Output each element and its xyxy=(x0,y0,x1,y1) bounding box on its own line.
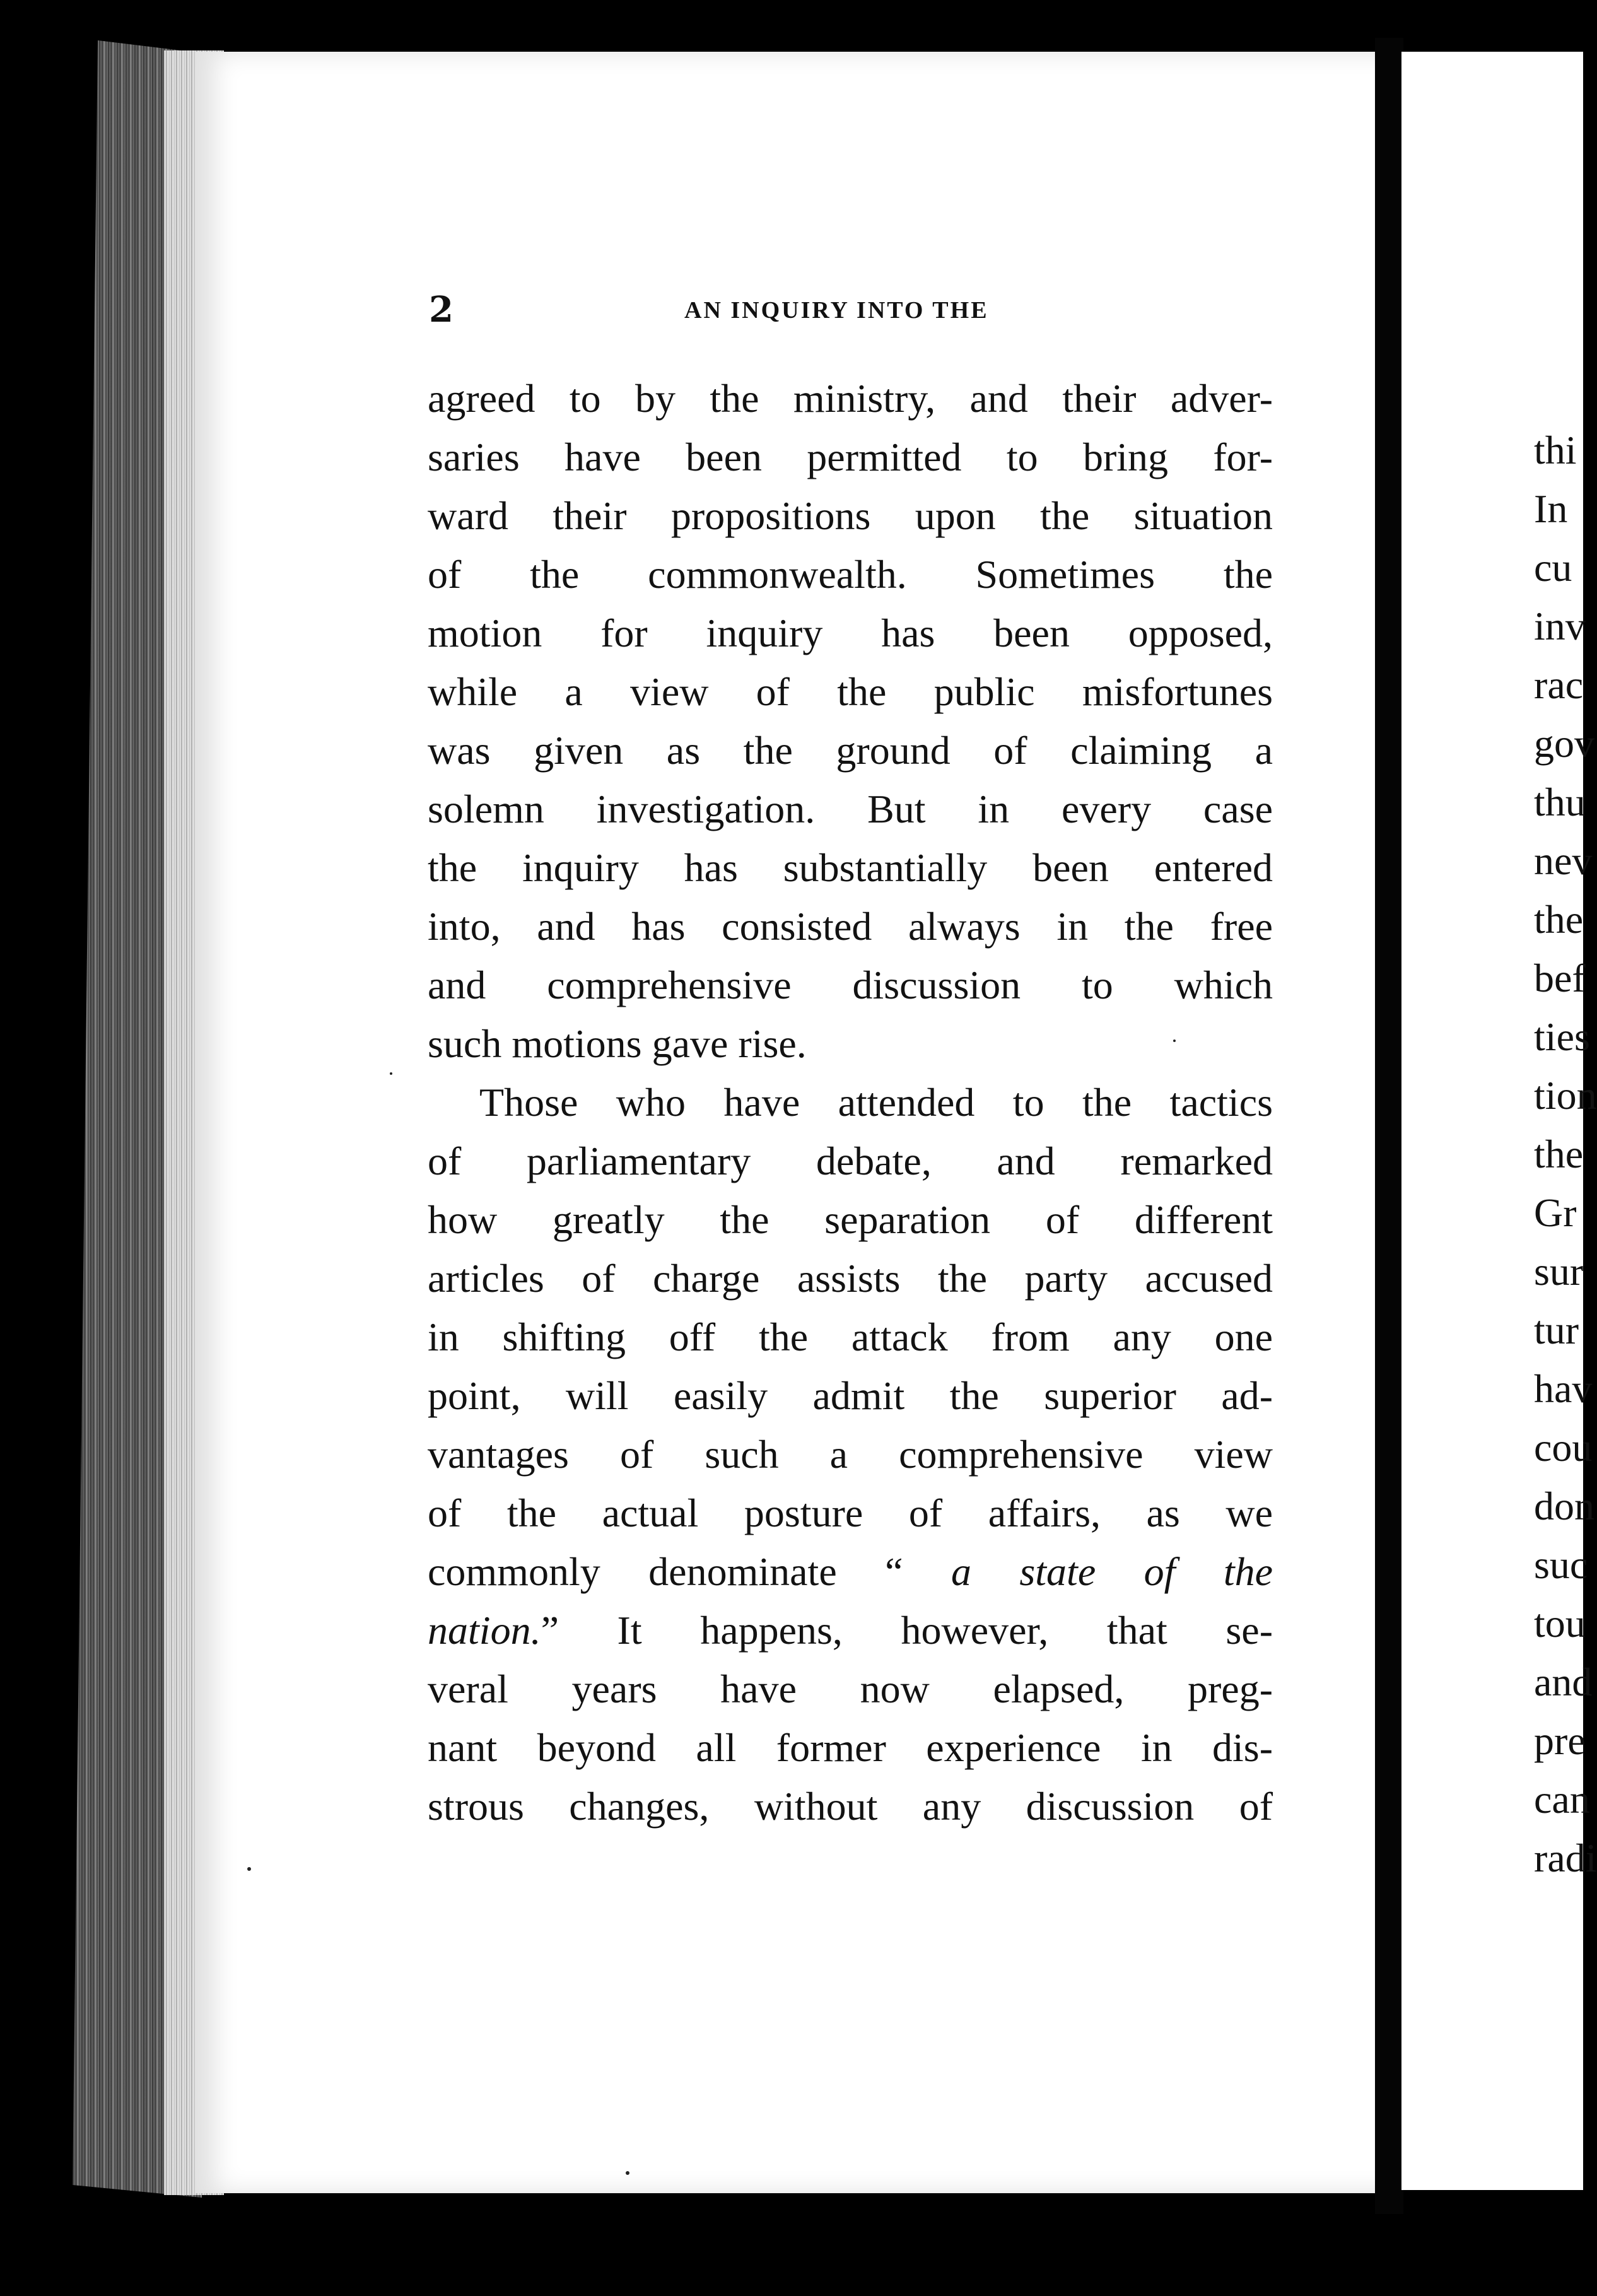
facing-page-text xyxy=(1534,421,1597,1887)
text-line: agreed to by the ministry, and their adver- xyxy=(428,376,1273,421)
facing-page-fragment: thi xyxy=(1534,428,1577,472)
facing-page-fragment: inv xyxy=(1534,604,1586,648)
facing-page-fragment: suc xyxy=(1534,1542,1588,1587)
text-line: saries have been permitted to bring for- xyxy=(428,435,1273,479)
text-line: strous changes, without any discussion of xyxy=(428,1784,1273,1829)
text-line: was given as the ground of claiming a xyxy=(428,728,1273,773)
scan-speck xyxy=(626,2171,629,2175)
text-line: motion for inquiry has been opposed, xyxy=(428,611,1273,655)
facing-page-fragment: bef xyxy=(1534,956,1586,1000)
scan-speck xyxy=(390,1072,392,1075)
text-line: of the commonwealth. Sometimes the xyxy=(428,552,1273,597)
text-line: and comprehensive discussion to which xyxy=(428,963,1273,1007)
book-gutter xyxy=(1375,38,1403,2214)
text-line: how greatly the separation of different xyxy=(428,1197,1273,1242)
facing-page-fragment: hav xyxy=(1534,1366,1593,1411)
facing-page-fragment: thu xyxy=(1534,780,1586,824)
facing-page-fragment: cou xyxy=(1534,1425,1593,1470)
text-line: into, and has consisted always in the free xyxy=(428,904,1273,949)
facing-page-fragment: nev xyxy=(1534,838,1593,883)
facing-page-fragment: In xyxy=(1534,486,1568,531)
facing-page-fragment: the xyxy=(1534,897,1584,942)
facing-page-fragment: tion xyxy=(1534,1073,1597,1118)
text-segment: ” It happens, however, that se- xyxy=(541,1608,1273,1653)
text-segment: commonly denominate “ xyxy=(428,1549,951,1594)
facing-page-fragment: cu xyxy=(1534,545,1572,590)
facing-page-fragment: can xyxy=(1534,1777,1590,1822)
facing-page-fragment: Gr xyxy=(1534,1190,1577,1235)
text-line: point, will easily admit the superior ad- xyxy=(428,1373,1273,1418)
text-line: veral years have now elapsed, preg- xyxy=(428,1666,1273,1711)
facing-page-fragment: and xyxy=(1534,1660,1593,1704)
italic-phrase: a state of the xyxy=(951,1549,1273,1594)
facing-page-fragment: tou xyxy=(1534,1601,1586,1646)
running-title: AN INQUIRY INTO THE xyxy=(684,297,989,324)
text-line: in shifting off the attack from any one xyxy=(428,1315,1273,1359)
facing-page-fragment: rac xyxy=(1534,662,1584,707)
text-line-with-italic xyxy=(428,1542,1273,1601)
body-text xyxy=(428,369,1273,1836)
text-line: such motions gave rise. xyxy=(428,1021,807,1066)
text-line: of parliamentary debate, and remarked xyxy=(428,1139,1273,1183)
text-line-with-italic xyxy=(428,1601,1273,1660)
facing-page-fragment: the xyxy=(1534,1132,1584,1176)
text-line: nant beyond all former experience in dis- xyxy=(428,1725,1273,1770)
text-line: Those who have attended to the tactics xyxy=(479,1080,1273,1125)
facing-page-fragment: tur xyxy=(1534,1308,1579,1352)
text-line: the inquiry has substantially been entered xyxy=(428,845,1273,890)
text-line: ward their propositions upon the situation xyxy=(428,493,1273,538)
page-number: 2 xyxy=(429,289,453,331)
facing-page-fragment: radi xyxy=(1534,1836,1597,1880)
text-line: solemn investigation. But in every case xyxy=(428,787,1273,831)
facing-page xyxy=(1401,52,1597,2190)
text-line: of the actual posture of affairs, as we xyxy=(428,1491,1273,1535)
facing-page-fragment: sur xyxy=(1534,1249,1584,1294)
running-head xyxy=(429,289,1274,331)
facing-page-fragment: gov xyxy=(1534,721,1594,766)
facing-page-fragment: pre xyxy=(1534,1718,1586,1763)
facing-page-fragment: don xyxy=(1534,1484,1594,1528)
text-line: vantages of such a comprehensive view xyxy=(428,1432,1273,1477)
italic-phrase: nation. xyxy=(428,1608,541,1653)
scan-speck xyxy=(1173,1040,1176,1042)
text-line: articles of charge assists the party accused xyxy=(428,1256,1273,1301)
facing-page-fragment: ties xyxy=(1534,1014,1590,1059)
scan-speck xyxy=(247,1867,251,1871)
text-line: while a view of the public misfortunes xyxy=(428,669,1273,714)
